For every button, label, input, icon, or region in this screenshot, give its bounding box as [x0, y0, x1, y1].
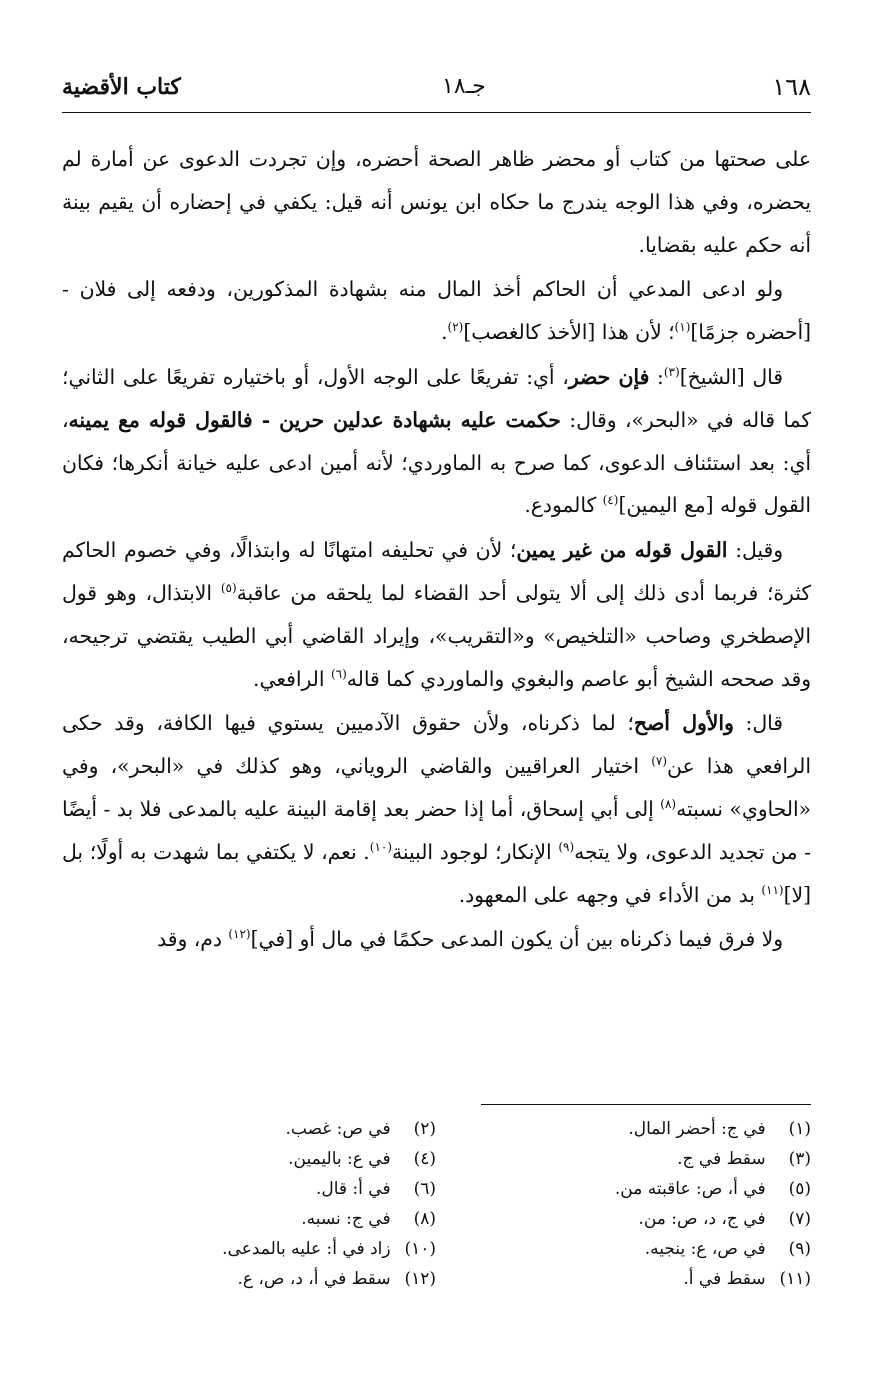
footnote-number: (٢)	[413, 1119, 436, 1139]
footnote-number: (٦)	[413, 1179, 436, 1199]
bold-run: والأول أصح	[633, 711, 734, 736]
header-rule	[62, 112, 811, 113]
text-run: إلى أبي إسحاق، أما إذا حضر بعد إقامة البينة عليه بالمدعى فلا بد - أيضًا - من تجديد الدعوى، ولا يتجه	[62, 796, 811, 864]
footnotes-column-left	[66, 1114, 436, 1294]
footnote-10	[66, 1234, 436, 1264]
footnote-number: (١١)	[779, 1269, 811, 1289]
text-run: قال [الشيخ]	[679, 364, 783, 389]
text-run: . نعم، لا يكتفي بما شهدت به أولًا؛ بل [لا]	[62, 839, 811, 907]
footnote-12	[66, 1264, 436, 1294]
footnote-2	[66, 1114, 436, 1144]
text-run: الرافعي.	[253, 666, 331, 691]
text-run: ؛ لما ذكرناه، ولأن حقوق الآدميين يستوي فيها الكافة، وقد حكى الرافعي هذا عن	[62, 711, 811, 779]
paragraph-text: على صحتها من كتاب أو محضر ظاهر الصحة أحضره، وإن تجردت الدعوى عن أمارة لم يحضره، وفي هذا الوجه يندرج ما حكاه ابن يونس أنه قيل: يكفي في إحضاره أن يقيم بينة أنه حكم عليه بقضايا.	[62, 147, 811, 257]
text-run: ، أي: تفريعًا على الوجه الأول، أو باختياره تفريعًا على الثاني؛ كما قاله في «البحر»، وقال:	[62, 364, 811, 432]
footnote-text: في ج: نسبه.	[301, 1209, 391, 1229]
text-run: :	[649, 364, 664, 389]
text-run: اختيار العراقيين والقاضي الروياني، وهو كذلك في «البحر»، وفي «الحاوي» نسبته	[62, 754, 812, 821]
bold-run: القول قوله من غير يمين	[516, 538, 728, 563]
text-run: بد من الأداء في وجهه على المعهود.	[458, 882, 762, 907]
bold-run: حكمت عليه بشهادة عدلين حرين - فالقول قوله مع يمينه	[68, 407, 561, 432]
footnote-number: (١٢)	[404, 1269, 436, 1289]
text-run: ؛ لأن هذا [الأخذ كالغصب]	[463, 320, 675, 345]
text-run: ، أي: بعد استئناف الدعوى، كما صرح به الماوردي؛ لأنه أمين ادعى عليه خيانة أنكرها؛ فكان القول قوله [مع اليمين]	[62, 407, 811, 518]
footnote-ref-9[interactable]: (٩)	[558, 839, 575, 854]
text-run: ولو ادعى المدعي أن الحاكم أخذ المال منه بشهادة المذكورين، ودفعه إلى فلان - [أحضره جزمًا]	[62, 277, 811, 345]
footnote-ref-5[interactable]: (٥)	[220, 581, 237, 596]
footnote-text: سقط في أ.	[683, 1269, 766, 1289]
text-run: كالمودع.	[524, 493, 603, 518]
main-text	[62, 138, 811, 961]
page-header	[62, 72, 811, 108]
footnote-text: في ص: غصب.	[285, 1119, 391, 1139]
footnote-ref-11[interactable]: (١١)	[761, 882, 784, 897]
footnotes-column-right	[441, 1114, 811, 1294]
footnote-ref-12[interactable]: (١٢)	[228, 927, 251, 942]
footnote-text: في أ: قال.	[315, 1179, 391, 1199]
footnote-text: في أ، ص: عاقبته من.	[614, 1179, 766, 1199]
paragraph-1	[62, 138, 811, 266]
footnote-9	[441, 1234, 811, 1264]
footnote-text: سقط في ج.	[677, 1149, 766, 1169]
footnote-8	[66, 1204, 436, 1234]
footnote-text: في ع: باليمين.	[288, 1149, 391, 1169]
footnote-number: (٣)	[788, 1149, 811, 1169]
footnote-1	[441, 1114, 811, 1144]
footnote-3	[441, 1144, 811, 1174]
footnote-text: في ص، ع: ينجيه.	[644, 1239, 766, 1259]
paragraph-4	[62, 529, 811, 700]
text-run: .	[441, 320, 448, 345]
footnote-ref-8[interactable]: (٨)	[660, 797, 677, 812]
footnote-rule	[481, 1104, 811, 1105]
footnote-number: (٨)	[413, 1209, 436, 1229]
text-run: الابتذال، وهو قول الإصطخري وصاحب «التلخيص» و«التقريب»، وإيراد القاضي أبي الطيب يقتضي ترجيحه، وقد صححه الشيخ أبو عاصم والبغوي والماوردي كما قاله	[62, 580, 811, 691]
text-run: ؛ لأن في تحليفه امتهانًا له وابتذالًا، وفي خصوم الحاكم كثرة؛ فربما أدى ذلك إلى ألا يتولى أحد القضاء لما يلحقه من عاقبة	[62, 538, 812, 605]
footnote-ref-10[interactable]: (١٠)	[369, 839, 393, 854]
bold-run: فإن حضر	[568, 364, 650, 389]
footnote-ref-1[interactable]: (١)	[674, 320, 691, 335]
footnote-text: في ج، د، ص: من.	[638, 1209, 766, 1229]
text-run: دم، وقد	[157, 927, 229, 952]
footnote-text: في ج: أحضر المال.	[628, 1119, 766, 1139]
footnote-4	[66, 1144, 436, 1174]
footnote-ref-6[interactable]: (٦)	[330, 666, 347, 681]
footnote-ref-4[interactable]: (٤)	[602, 493, 619, 508]
text-run: وقيل:	[727, 538, 784, 563]
footnote-7	[441, 1204, 811, 1234]
footnote-text: زاد في أ: عليه بالمدعى.	[222, 1239, 391, 1259]
footnote-ref-2[interactable]: (٢)	[447, 320, 464, 335]
footnote-number: (٤)	[413, 1149, 436, 1169]
footnote-ref-3[interactable]: (٣)	[663, 365, 680, 380]
paragraph-3	[62, 356, 811, 527]
paragraph-2	[62, 268, 811, 354]
paragraph-5	[62, 702, 811, 916]
footnote-number: (١٠)	[404, 1239, 436, 1259]
text-run: الإنكار؛ لوجود البينة	[392, 839, 559, 864]
footnote-5	[441, 1174, 811, 1204]
footnote-11	[441, 1264, 811, 1294]
text-run: قال:	[733, 711, 783, 736]
volume-label: جـ١٨	[442, 74, 486, 99]
footnote-6	[66, 1174, 436, 1204]
footnote-number: (٥)	[788, 1179, 811, 1199]
text-run: ولا فرق فيما ذكرناه بين أن يكون المدعى حكمًا في مال أو [في]	[250, 927, 783, 952]
footnote-number: (١)	[788, 1119, 811, 1139]
book-title: كتاب الأقضية	[62, 74, 181, 100]
footnote-text: سقط في أ، د، ص، ع.	[237, 1269, 391, 1289]
footnote-number: (٩)	[788, 1239, 811, 1259]
footnote-number: (٧)	[788, 1209, 811, 1229]
paragraph-6	[62, 918, 811, 961]
footnote-ref-7[interactable]: (٧)	[651, 754, 668, 769]
page-number: ١٦٨	[772, 73, 811, 101]
